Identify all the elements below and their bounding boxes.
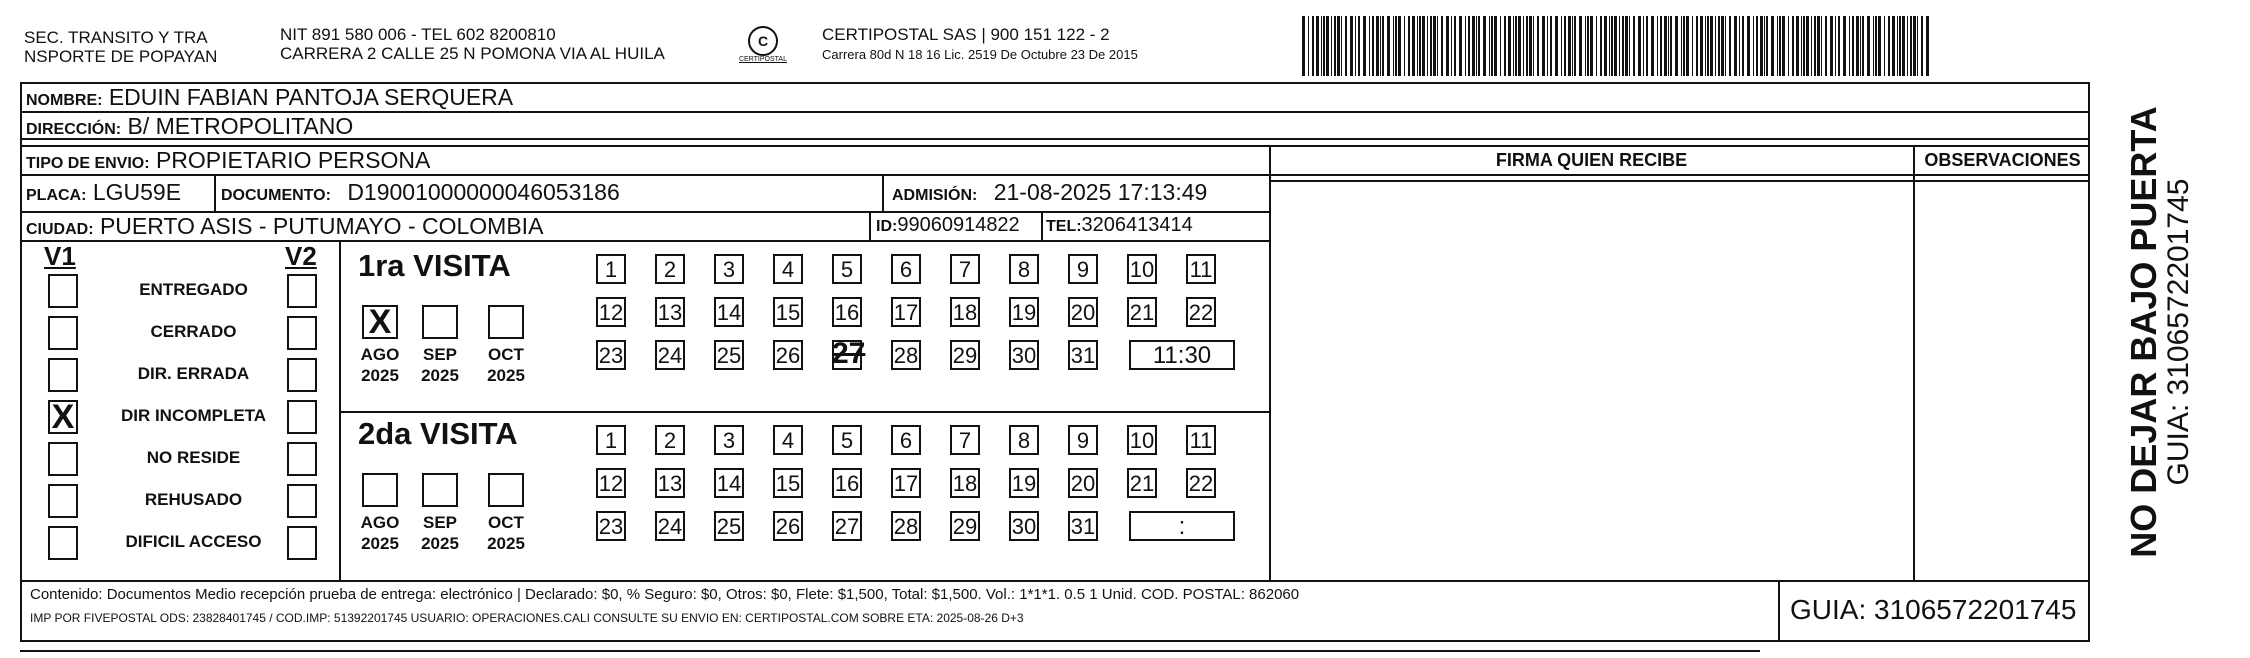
visit2-day-box[interactable]: 28 [891,511,921,541]
visit1-marked-day[interactable]: 27 [832,337,866,370]
visit1-day-box[interactable]: 19 [1009,297,1039,327]
v2-checkbox[interactable] [287,400,317,434]
visit1-month-year: 2025 [361,366,399,385]
v1-checkbox[interactable] [48,274,78,308]
visit2-day-box[interactable]: 4 [773,425,803,455]
firma-header: FIRMA QUIEN RECIBE [1495,150,1688,170]
visit2-day-box[interactable]: 2 [655,425,685,455]
id-value: 99060914822 [897,214,1020,236]
visit2-month-year: 2025 [421,534,459,553]
placa-field [26,179,181,206]
nit-line: NIT 891 580 006 - TEL 602 8200810 [280,25,556,44]
visit1-day-box[interactable]: 23 [596,340,626,370]
visit2-day-box[interactable]: 15 [773,468,803,498]
status-label: DIFICIL ACCESO [125,532,262,551]
visit1-month-name: OCT [488,345,524,364]
visit2-month-year: 2025 [487,534,525,553]
visit2-day-box[interactable]: 19 [1009,468,1039,498]
visit2-title: 2da VISITA [358,416,518,451]
visit2-day-box[interactable]: 3 [714,425,744,455]
visit1-day-box[interactable]: 20 [1068,297,1098,327]
logo-icon: C [748,26,778,56]
company-line-2: Carrera 80d N 18 16 Lic. 2519 De Octubre 23 De 2015 [822,47,1138,62]
visit2-day-box[interactable]: 31 [1068,511,1098,541]
visit1-day-box[interactable]: 26 [773,340,803,370]
visit2-day-box[interactable]: 5 [832,425,862,455]
visit1-day-box[interactable]: 6 [891,254,921,284]
id-field [876,214,1020,237]
v1-checkbox[interactable] [48,316,78,350]
visit1-day-box[interactable]: 14 [714,297,744,327]
visit2-time-box[interactable]: : [1129,511,1235,541]
visit1-day-box[interactable]: 4 [773,254,803,284]
status-label: DIR. ERRADA [137,364,250,383]
visit2-day-box[interactable]: 22 [1186,468,1216,498]
visit1-day-box[interactable]: 31 [1068,340,1098,370]
logo-text: CERTIPOSTAL [739,56,787,63]
placa-label: PLACA: [26,187,87,204]
visit2-day-box[interactable]: 29 [950,511,980,541]
visit2-day-box[interactable]: 17 [891,468,921,498]
visit1-time-box[interactable]: 11:30 [1129,340,1235,370]
v2-label: V2 [285,241,317,271]
visit1-day-box[interactable]: 2 [655,254,685,284]
v2-checkbox[interactable] [287,358,317,392]
visit1-month-mark: X [368,303,392,341]
company-info [822,25,1138,62]
visit2-month-name: AGO [360,513,400,532]
visit2-day-box[interactable]: 21 [1127,468,1157,498]
visit1-day-box[interactable]: 18 [950,297,980,327]
visit1-day-box[interactable]: 25 [714,340,744,370]
v2-checkbox[interactable] [287,484,317,518]
documento-label: DOCUMENTO: [221,187,331,204]
visit2-day-box[interactable]: 13 [655,468,685,498]
visit1-day-box[interactable]: 16 [832,297,862,327]
visit2-day-box[interactable]: 1 [596,425,626,455]
visit1-day-box[interactable]: 10 [1127,254,1157,284]
visit2-day-box[interactable]: 11 [1186,425,1216,455]
visit2-day-box[interactable]: 16 [832,468,862,498]
status-label: ENTREGADO [139,280,248,299]
visit2-month-checkbox[interactable] [488,473,524,507]
company-line-1: CERTIPOSTAL SAS | 900 151 122 - 2 [822,25,1110,44]
tel-field [1046,214,1193,237]
ciudad-value: PUERTO ASIS - PUTUMAYO - COLOMBIA [99,213,544,239]
visit1-month-checkbox[interactable] [488,305,524,339]
v1-checkbox[interactable] [48,442,78,476]
visit2-month-checkbox[interactable] [362,473,398,507]
visit2-day-box[interactable]: 24 [655,511,685,541]
visit1-day-box[interactable]: 7 [950,254,980,284]
tel-label: TEL: [1046,218,1082,235]
visit1-day-box[interactable]: 13 [655,297,685,327]
direccion-value: B/ METROPOLITANO [127,113,354,139]
direccion-row [26,113,353,140]
certipostal-logo [728,26,798,63]
visit2-day-box[interactable]: 26 [773,511,803,541]
visit1-title: 1ra VISITA [358,248,511,283]
visit1-day-box[interactable]: 22 [1186,297,1216,327]
visit1-day-box[interactable]: 12 [596,297,626,327]
address-line: CARRERA 2 CALLE 25 N POMONA VIA AL HUILA [280,44,665,63]
visit1-day-box[interactable]: 3 [714,254,744,284]
ciudad-label: CIUDAD: [26,221,94,238]
direccion-label: DIRECCIÓN: [26,121,122,138]
visit2-day-box[interactable]: 27 [832,511,862,541]
visit2-day-box[interactable]: 25 [714,511,744,541]
visit1-day-box[interactable]: 21 [1127,297,1157,327]
footer-impresion: IMP POR FIVEPOSTAL ODS: 23828401745 / COD.IMP: 51392201745 USUARIO: OPERACIONES.CALI CONSULTE SU ENVIO EN: CERTIPOSTAL.COM SOBRE ETA: 2025-08-26 D+3 [30,611,1024,625]
visit1-day-box[interactable]: 9 [1068,254,1098,284]
tipo-envio-row [26,147,430,174]
visit1-day-box[interactable]: 24 [655,340,685,370]
visit2-day-box[interactable]: 8 [1009,425,1039,455]
visit1-day-box[interactable]: 29 [950,340,980,370]
visit2-month-checkbox[interactable] [422,473,458,507]
visit2-day-box[interactable]: 30 [1009,511,1039,541]
visit2-month-year: 2025 [361,534,399,553]
sender-contact [280,25,665,63]
visit2-day-box[interactable]: 7 [950,425,980,455]
visit2-day-box[interactable]: 10 [1127,425,1157,455]
status-label: CERRADO [150,322,237,341]
visit2-day-box[interactable]: 20 [1068,468,1098,498]
visit2-day-box[interactable]: 14 [714,468,744,498]
v2-checkbox[interactable] [287,526,317,560]
firma-signature-area[interactable] [1272,184,1910,578]
visit1-day-box[interactable]: 15 [773,297,803,327]
footer-guia: GUIA: 3106572201745 [1790,594,2077,625]
v1-checkbox[interactable] [48,358,78,392]
status-label: NO RESIDE [146,448,241,467]
visit2-month-name: OCT [488,513,524,532]
visit1-day-box[interactable]: 8 [1009,254,1039,284]
nombre-value: EDUIN FABIAN PANTOJA SERQUERA [108,84,514,110]
placa-value: LGU59E [92,179,182,205]
visit2-day-box[interactable]: 23 [596,511,626,541]
visit1-month-name: SEP [422,345,458,364]
tel-value: 3206413414 [1081,214,1193,236]
documento-value: D19001000000046053186 [347,179,620,205]
visit2-day-box[interactable]: 6 [891,425,921,455]
v1-checkbox[interactable] [48,526,78,560]
footer-contenido: Contenido: Documentos Medio recepción prueba de entrega: electrónico | Declarado: $0, % Seguro: $0, Otros: $0, Flete: $1,500, Total: $1,500. Vol.: 1*1*1. 0.5 1 Unid. COD. POSTAL: 862060 [30,586,1300,603]
observaciones-area[interactable] [1916,184,2088,578]
visit1-month-year: 2025 [487,366,525,385]
visit2-day-box[interactable]: 18 [950,468,980,498]
visit1-month-name: AGO [360,345,400,364]
no-dejar-bajo-puerta: NO DEJAR BAJO PUERTA [2123,106,2164,558]
admision-value: 21-08-2025 17:13:49 [993,179,1208,205]
admision-label: ADMISIÓN: [892,187,978,204]
visit1-day-box[interactable]: 28 [891,340,921,370]
v1-label: V1 [44,241,76,271]
visit1-day-box[interactable]: 1 [596,254,626,284]
visit2-day-box[interactable]: 9 [1068,425,1098,455]
visit1-day-box[interactable]: 5 [832,254,862,284]
ciudad-field [26,213,543,240]
sender-name [24,28,217,66]
visit1-day-box[interactable]: 30 [1009,340,1039,370]
barcode [1302,16,1932,76]
sender-line-1: SEC. TRANSITO Y TRA [24,28,208,47]
nombre-label: NOMBRE: [26,92,103,109]
visit2-day-box[interactable]: 12 [596,468,626,498]
tipo-envio-value: PROPIETARIO PERSONA [155,147,431,173]
side-label [2090,105,2230,560]
visit1-month-checkbox[interactable] [422,305,458,339]
visit1-day-box[interactable]: 11 [1186,254,1216,284]
nombre-row [26,84,513,111]
id-label: ID: [876,218,898,235]
tipo-envio-label: TIPO DE ENVIO: [26,155,150,172]
v1-checkbox[interactable] [48,484,78,518]
status-label: REHUSADO [144,490,243,509]
v1-check-mark: X [51,398,75,436]
sender-line-2: NSPORTE DE POPAYAN [24,47,218,66]
visit1-month-year: 2025 [421,366,459,385]
v2-checkbox[interactable] [287,442,317,476]
observaciones-header: OBSERVACIONES [1924,150,2081,170]
v2-checkbox[interactable] [287,274,317,308]
documento-field [221,179,620,206]
visit1-day-box[interactable]: 17 [891,297,921,327]
side-guia: GUIA: 3106572201745 [2162,178,2195,486]
admision-field [892,179,1207,206]
visit2-month-name: SEP [422,513,458,532]
v2-checkbox[interactable] [287,316,317,350]
status-label: DIR INCOMPLETA [120,406,267,425]
